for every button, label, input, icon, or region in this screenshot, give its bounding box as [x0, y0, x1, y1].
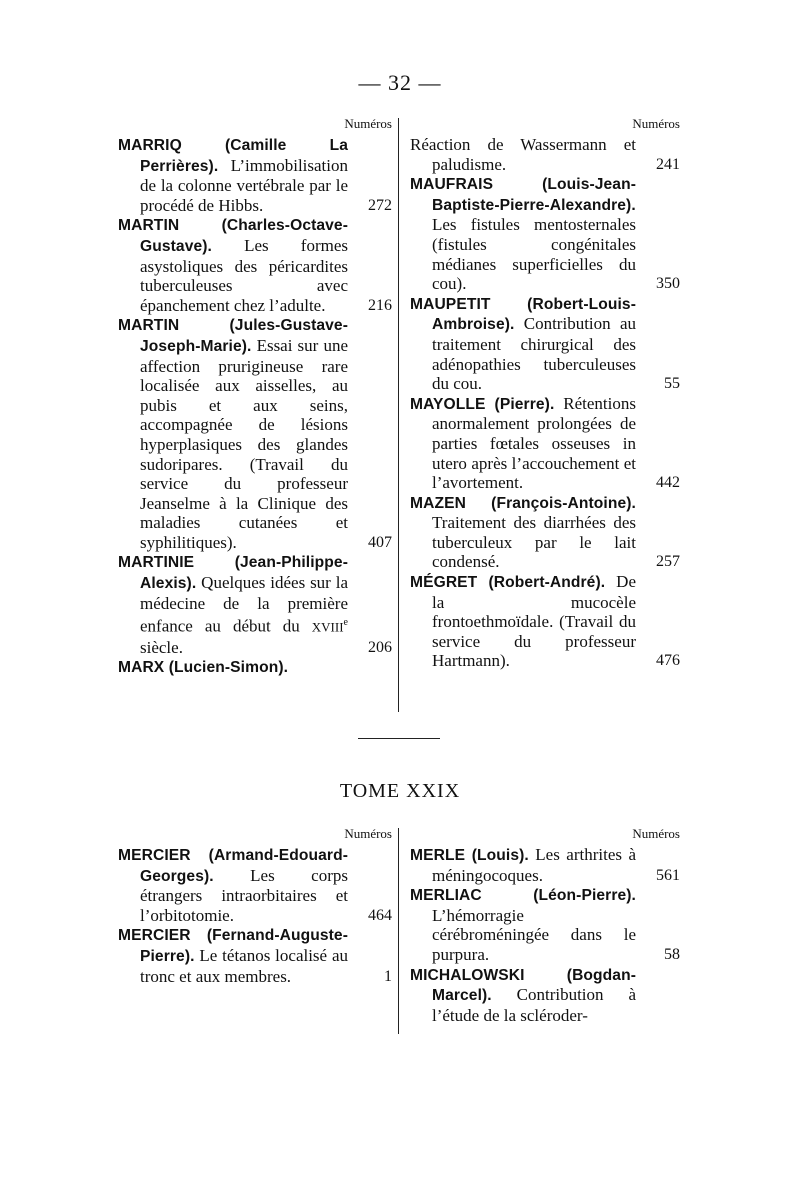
- column-divider: [398, 828, 399, 1034]
- entry-number: 257: [656, 553, 680, 571]
- index-entry: [410, 572, 680, 671]
- entry-title: De la mucocèle frontoethmoïdale. (Travail du service du professeur Hartmann).: [432, 572, 636, 671]
- column-divider: [398, 118, 399, 712]
- entry-title: Traitement des diarrhées des tuberculeux par le lait condensé.: [432, 513, 636, 572]
- index-entry: [118, 845, 392, 925]
- entry-author: MÉGRET (Robert-André).: [410, 574, 606, 592]
- index-entry: [410, 885, 680, 964]
- entry-author: MARRIQ (Camille La Perrières).: [118, 137, 348, 175]
- page-number: — 32 —: [358, 70, 442, 95]
- numbers-header: Numéros: [344, 826, 392, 841]
- entry-title: Le tétanos localisé au tronc et aux membres.: [140, 945, 348, 986]
- entry-number: 272: [368, 196, 392, 214]
- entry-century-suffix: e: [343, 617, 348, 629]
- entry-title: L’hémorragie cérébroméningée dans le purpura.: [432, 905, 636, 964]
- index-entry: [118, 657, 392, 678]
- entry-author: MARTIN (Charles-Octave-Gustave).: [118, 217, 348, 255]
- entry-author: MAYOLLE (Pierre).: [410, 395, 555, 413]
- entry-list: [118, 135, 392, 678]
- section-separator: [358, 738, 440, 739]
- numbers-header: Numéros: [632, 116, 680, 131]
- entry-number: 241: [656, 155, 680, 173]
- entry-author: MAUFRAIS (Louis-Jean-Baptiste-Pierre-Alexandre).: [410, 176, 636, 214]
- entry-number: 206: [368, 638, 392, 656]
- entry-number: 58: [664, 945, 680, 963]
- entry-title: L’immobilisation de la colonne vertébrale par le procédé de Hibbs.: [140, 155, 348, 215]
- entry-author: MARTIN (Jules-Gustave-Joseph-Marie).: [118, 317, 348, 355]
- index-entry: [118, 135, 392, 215]
- bottom-left-column: [118, 826, 392, 986]
- index-entry: [410, 394, 680, 493]
- entry-title: Les corps étrangers intraorbitaires et l’orbitotomie.: [140, 865, 348, 925]
- entry-number: 350: [656, 275, 680, 293]
- entry-title-end: siècle.: [140, 637, 183, 657]
- entry-author: MAZEN (François-Antoine).: [410, 494, 636, 512]
- entry-title: Réaction de Wassermann et paludisme.: [410, 135, 636, 174]
- entry-title: Quelques idées sur la médecine de la première enfance au début du: [140, 573, 348, 636]
- entry-title: Les formes asystoliques des péricardites tuberculeuses avec épanchement chez l’adulte.: [140, 235, 348, 315]
- entry-author: MARX (Lucien-Simon).: [118, 659, 289, 677]
- index-entry: [410, 294, 680, 394]
- entry-number: 561: [656, 866, 680, 884]
- entry-author: MERLIAC (Léon-Pierre).: [410, 887, 636, 905]
- entry-title: Contribution à l’étude de la scléroder-: [432, 985, 636, 1025]
- entry-title: Rétentions anormalement prolongées de parties fœtales osseuses in utero après l’accouchement et l’avortement.: [432, 393, 636, 493]
- numbers-header: Numéros: [632, 826, 680, 841]
- index-entry: [410, 174, 680, 294]
- entry-title: Contribution au traitement chirurgical des adénopathies tuberculeuses du cou.: [432, 314, 636, 394]
- entry-number: 464: [368, 906, 392, 924]
- entry-list: [410, 845, 680, 1025]
- section-title: TOME XXIX: [339, 780, 461, 802]
- index-entry: [118, 552, 392, 657]
- entry-number: 1: [384, 967, 392, 985]
- index-entry: [410, 845, 680, 885]
- entry-number: 216: [368, 296, 392, 314]
- entry-list: [410, 135, 680, 671]
- index-entry: [410, 493, 680, 572]
- entry-number: 442: [656, 474, 680, 492]
- entry-author: MARTINIE (Jean-Philippe-Alexis).: [118, 554, 348, 593]
- bottom-right-column: [410, 826, 680, 1025]
- index-entry: [118, 215, 392, 315]
- entry-author: MERLE (Louis).: [410, 847, 529, 864]
- top-right-column: [410, 116, 680, 671]
- entry-title: Essai sur une affection prurigineuse rare localisée aux aisselles, au pubis et aux seins, accompagnée de lésions hyperplasiques des glandes sudoripares. (Travail du service du professeur Jeanselme à la Clinique des maladies cutanées et syphilitiques).: [140, 335, 348, 552]
- entry-number: 407: [368, 533, 392, 551]
- index-entry: [410, 135, 680, 174]
- entry-century: XVIII: [311, 619, 344, 635]
- index-entry: [410, 965, 680, 1026]
- entry-title: Les arthrites à méningocoques.: [432, 845, 636, 885]
- entry-author: MICHALOWSKI (Bogdan-Marcel).: [410, 966, 636, 1005]
- entry-author: MERCIER (Armand-Edouard-Georges).: [118, 847, 348, 885]
- entry-author: MERCIER (Fernand-Auguste-Pierre).: [118, 927, 348, 965]
- numbers-header: Numéros: [344, 116, 392, 131]
- entry-number: 55: [664, 375, 680, 393]
- entry-author: MAUPETIT (Robert-Louis-Ambroise).: [410, 295, 636, 334]
- index-entry: [118, 925, 392, 986]
- entry-number: 476: [656, 652, 680, 670]
- entry-title: Les fistules mentosternales (fistules congénitales médianes superficielles du cou).: [432, 215, 636, 294]
- top-left-column: [118, 116, 392, 678]
- index-entry: [118, 315, 392, 552]
- entry-list: [118, 845, 392, 986]
